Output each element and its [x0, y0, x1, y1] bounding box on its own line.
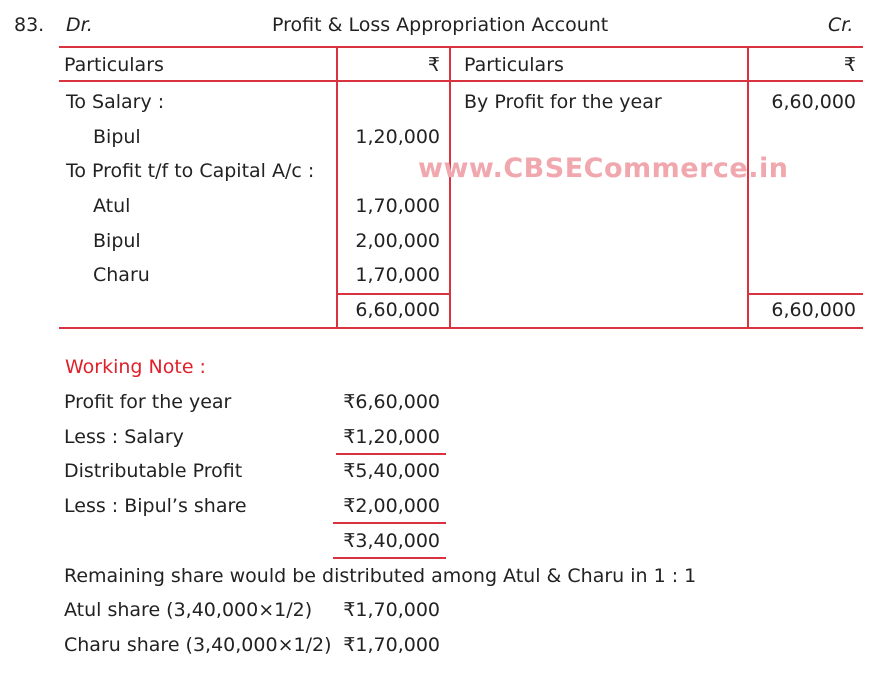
account-title: Profit & Loss Appropriation Account — [272, 14, 609, 36]
header-particulars-right: Particulars — [464, 54, 564, 76]
table-header-rule — [59, 80, 863, 82]
table-bottom-rule — [59, 327, 863, 329]
working-note-value: ₹2,00,000 — [343, 495, 440, 517]
profit-transfer-head: To Profit t/f to Capital A/c : — [66, 160, 315, 182]
credit-label: Cr. — [828, 14, 854, 36]
watermark: www.CBSECommerce.in — [418, 153, 789, 184]
header-currency-left: ₹ — [427, 54, 440, 76]
column-divider — [449, 46, 451, 329]
column-divider — [747, 46, 749, 329]
question-number: 83. — [14, 14, 45, 36]
working-note-label: Less : Salary — [64, 426, 184, 448]
table-top-rule — [59, 46, 863, 48]
header-particulars-left: Particulars — [64, 54, 164, 76]
partner-name: Charu — [93, 264, 150, 286]
working-note-value: ₹1,20,000 — [343, 426, 440, 448]
credit-total-rule — [748, 293, 863, 295]
partner-amount: 1,70,000 — [355, 195, 440, 217]
charu-share-label: Charu share (3,40,000×1/2) — [64, 634, 332, 656]
partner-amount: 2,00,000 — [355, 230, 440, 252]
credit-item: By Profit for the year — [464, 91, 662, 113]
partner-amount: 1,70,000 — [355, 264, 440, 286]
subtotal-rule — [333, 522, 446, 524]
working-note-label: Distributable Profit — [64, 460, 243, 482]
column-divider — [336, 46, 338, 329]
working-note-value: ₹5,40,000 — [343, 460, 440, 482]
subtotal-rule — [336, 453, 446, 455]
salary-amount: 1,20,000 — [355, 126, 440, 148]
debit-total: 6,60,000 — [355, 299, 440, 321]
credit-total: 6,60,000 — [771, 299, 856, 321]
salary-name: Bipul — [93, 126, 141, 148]
header-currency-right: ₹ — [843, 54, 856, 76]
credit-amount: 6,60,000 — [771, 91, 856, 113]
working-note-label: Profit for the year — [64, 391, 232, 413]
partner-name: Bipul — [93, 230, 141, 252]
total-rule — [333, 557, 446, 559]
working-note-value: ₹3,40,000 — [343, 530, 440, 552]
atul-share-label: Atul share (3,40,000×1/2) — [64, 599, 313, 621]
charu-share-value: ₹1,70,000 — [343, 634, 440, 656]
debit-label: Dr. — [66, 14, 93, 36]
working-note-heading: Working Note : — [65, 356, 206, 378]
working-note-value: ₹6,60,000 — [343, 391, 440, 413]
remaining-share-text: Remaining share would be distributed among Atul & Charu in 1 : 1 — [64, 565, 697, 587]
partner-name: Atul — [93, 195, 131, 217]
atul-share-value: ₹1,70,000 — [343, 599, 440, 621]
working-note-label: Less : Bipul’s share — [64, 495, 247, 517]
salary-head: To Salary : — [66, 91, 165, 113]
debit-total-rule — [337, 293, 450, 295]
